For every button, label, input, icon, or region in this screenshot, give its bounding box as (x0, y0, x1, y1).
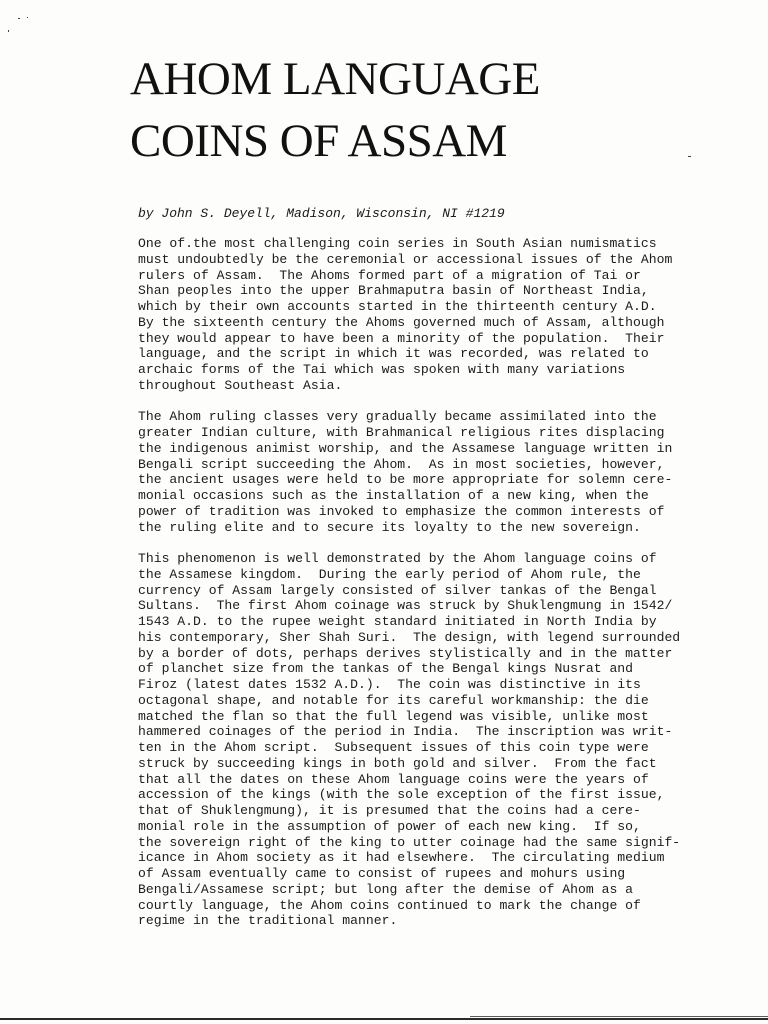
scan-speck (8, 30, 9, 32)
scan-speck (688, 156, 691, 157)
text-line: his contemporary, Sher Shah Suri. The design, with legend surrounded (138, 629, 681, 645)
text-line: ten in the Ahom script. Subsequent issues of this coin type were (138, 740, 649, 755)
text-line: the ruling elite and to secure its loyalty to the new sovereign. (138, 519, 641, 535)
text-line: Bengali script succeeding the Ahom. As in most societies, however, (138, 456, 665, 472)
text-line: octagonal shape, and notable for its careful workmanship: the die (138, 692, 649, 708)
text-line: struck by succeeding kings in both gold and silver. From the fact (138, 755, 657, 771)
text-line: by a border of dots, perhaps derives stylistically and in the matter (138, 645, 673, 661)
text-line: of Assam eventually came to consist of rupees and mohurs using (138, 866, 626, 881)
article-title (130, 48, 540, 172)
text-line: of planchet size from the tankas of the Bengal kings Nusrat and (138, 661, 634, 677)
text-line: that of Shuklengmung), it is presumed that the coins had a cere- (138, 803, 641, 818)
text-line: the Assamese kingdom. During the early period of Ahom rule, the (138, 566, 641, 582)
title-line-2: COINS OF ASSAM (130, 115, 507, 167)
text-line: The Ahom ruling classes very gradually became assimilated into the (138, 409, 657, 425)
text-line: archaic forms of the Tai which was spoken with many variations (138, 362, 626, 377)
text-line: regime in the traditional manner. (138, 913, 398, 929)
scan-speck (27, 17, 28, 18)
text-line: One of.the most challenging coin series in South Asian numismatics (138, 236, 657, 251)
text-line: courtly language, the Ahom coins continued to mark the change of (138, 897, 641, 913)
text-line: hammered coinages of the period in India. The inscription was writ- (138, 724, 673, 740)
text-line: currency of Assam largely consisted of silver tankas of the Bengal (138, 582, 657, 598)
text-line: Sultans. The first Ahom coinage was struck by Shuklengmung in 1542/ (138, 598, 673, 614)
text-line: Bengali/Assamese script; but long after the demise of Ahom as a (138, 881, 634, 897)
article-body (138, 236, 681, 945)
text-line: they would appear to have been a minority of the population. Their (138, 330, 665, 346)
text-line: must undoubtedly be the ceremonial or accessional issues of the Ahom (138, 251, 673, 267)
text-line: matched the flan so that the full legend was visible, unlike most (138, 708, 649, 724)
paragraph-1 (138, 236, 673, 394)
text-line: Shan peoples into the upper Brahmaputra basin of Northeast India, (138, 283, 649, 299)
text-line: language, and the script in which it was recorded, was related to (138, 346, 649, 362)
paragraph-2 (138, 409, 673, 535)
text-line: the sovereign right of the king to utter coinage had the same signif- (138, 834, 681, 850)
text-line: By the sixteenth century the Ahoms governed much of Assam, although (138, 314, 665, 330)
text-line: monial occasions such as the installation of a new king, when the (138, 488, 649, 503)
text-line: greater Indian culture, with Brahmanical religious rites displacing (138, 425, 665, 440)
bottom-rule-inner (470, 1016, 768, 1017)
text-line: accession of the kings (with the sole exception of the first issue, (138, 787, 665, 803)
text-line: the indigenous animist worship, and the Assamese language written in (138, 440, 673, 456)
text-line: icance in Ahom society as it had elsewhere. The circulating medium (138, 850, 665, 866)
bottom-rule (0, 1018, 768, 1020)
text-line: 1543 A.D. to the rupee weight standard initiated in North India by (138, 614, 657, 629)
text-line: power of tradition was invoked to emphasize the common interests of (138, 503, 665, 519)
text-line: throughout Southeast Asia. (138, 377, 343, 393)
text-line: Firoz (latest dates 1532 A.D.). The coin was distinctive in its (138, 677, 641, 692)
text-line: the ancient usages were held to be more appropriate for solemn cere- (138, 472, 673, 488)
text-line: which by their own accounts started in the thirteenth century A.D. (138, 299, 657, 314)
text-line: This phenomenon is well demonstrated by the Ahom language coins of (138, 551, 657, 566)
text-line: that all the dates on these Ahom language coins were the years of (138, 771, 649, 787)
scan-speck (18, 18, 20, 19)
text-line: rulers of Assam. The Ahoms formed part of a migration of Tai or (138, 267, 641, 283)
title-line-1: AHOM LANGUAGE (130, 53, 540, 105)
paragraph-3 (138, 551, 681, 929)
author-byline: by John S. Deyell, Madison, Wisconsin, NI #1219 (138, 206, 505, 221)
text-line: monial role in the assumption of power of each new king. If so, (138, 818, 641, 834)
